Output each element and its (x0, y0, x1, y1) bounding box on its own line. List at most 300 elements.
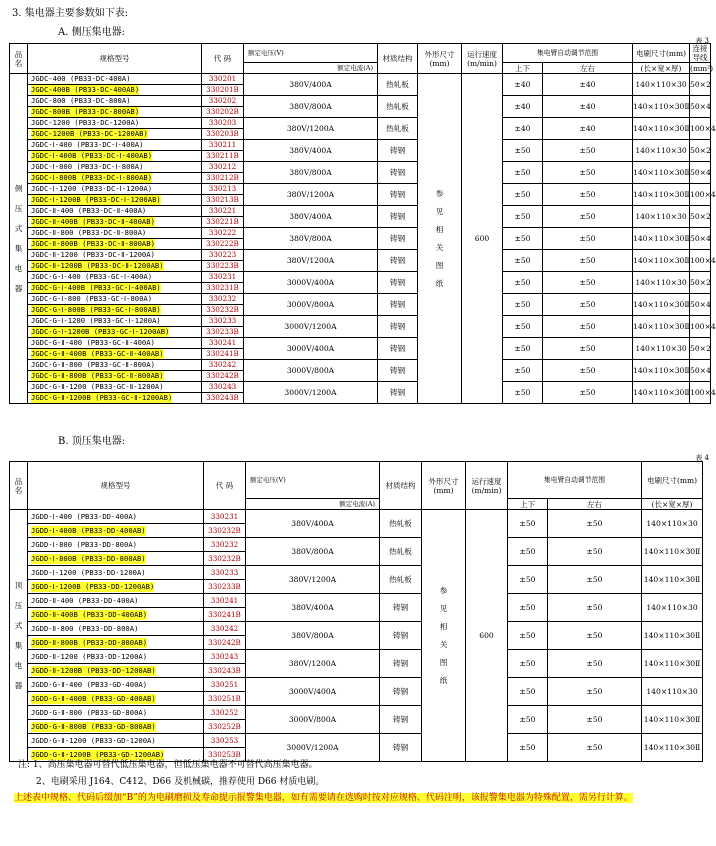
model-b-cell (28, 107, 202, 118)
material-cell: 铸钢 (378, 360, 418, 382)
section-a-title: A. 侧压集电器: (58, 27, 125, 38)
code-b-cell: 330241B (204, 608, 246, 622)
brush-cell: 140×110×30Ⅱ (642, 566, 703, 594)
wire-cell: 100×4 (690, 382, 711, 404)
brush-cell: 140×110×30Ⅱ (633, 96, 690, 118)
material-cell: 铸钢 (380, 706, 422, 734)
range-updown-cell: ±50 (503, 272, 543, 294)
model-cell: JGDC-G-Ⅰ-800 (PB33-GC-Ⅰ-800A) (28, 294, 202, 305)
model-b-cell (28, 608, 204, 622)
header-dimension-unit: (mm) (433, 485, 454, 495)
model-cell: JGDC-Ⅱ-800 (PB33-DC-Ⅱ-800A) (28, 228, 202, 239)
range-leftright-cell: ±50 (543, 272, 633, 294)
code-cell: 330211 (202, 140, 244, 151)
range-leftright-cell: ±50 (543, 250, 633, 272)
header-speed-unit: (m/min) (467, 58, 497, 68)
material-cell: 热轧板 (378, 96, 418, 118)
code-b-cell: 330212B (202, 173, 244, 184)
material-cell: 铸钢 (380, 734, 422, 762)
wire-cell: 50×2 (690, 338, 711, 360)
code-cell: 330231 (202, 272, 244, 283)
code-cell: 330231 (204, 510, 246, 524)
code-cell: 330213 (202, 184, 244, 195)
model-b-cell (28, 580, 204, 594)
code-cell: 330203 (202, 118, 244, 129)
brush-cell: 140×110×30Ⅱ (642, 538, 703, 566)
model-b-highlight: JGDD-Ⅱ-1200B (PB33-DD-1200AB) (31, 665, 156, 675)
range-updown-cell: ±50 (503, 250, 543, 272)
code-b-cell: 330202B (202, 107, 244, 118)
material-cell: 铸钢 (378, 206, 418, 228)
header-dimension-label: 外形尺寸 (428, 476, 459, 486)
model-b-cell (28, 129, 202, 140)
model-b-cell (28, 283, 202, 294)
model-b-highlight: JGDD-Ⅰ-1200B (PB33-DD-1200AB) (31, 581, 155, 591)
table-row (10, 706, 703, 720)
table-row (10, 316, 711, 327)
header-model: 规格型号 (28, 44, 202, 74)
model-b-highlight: JGDC-400B (PB33-DC-400AB) (31, 85, 140, 94)
model-cell: JGDC-1200 (PB33-DC-1200A) (28, 118, 202, 129)
voltage-current-cell: 3000V/1200A (246, 734, 380, 762)
table-row (10, 734, 703, 748)
table-row (10, 184, 711, 195)
wire-cell: 100×4 (690, 118, 711, 140)
table-row (10, 272, 711, 283)
material-cell: 铸钢 (380, 594, 422, 622)
table-row (10, 510, 703, 524)
header-name (10, 44, 28, 74)
row-name-text: 顶压式集电器 (14, 580, 23, 690)
header-speed (462, 44, 503, 74)
code-cell: 330242 (202, 360, 244, 371)
range-updown-cell: ±50 (508, 510, 548, 538)
material-cell: 热轧板 (378, 118, 418, 140)
material-cell: 铸钢 (378, 140, 418, 162)
voltage-current-cell: 380V/1200A (244, 250, 378, 272)
header-rated-current: 额定电流(A) (244, 63, 378, 74)
code-b-cell: 330242B (204, 636, 246, 650)
table-row (10, 566, 703, 580)
code-cell: 330233 (204, 566, 246, 580)
range-updown-cell: ±50 (503, 162, 543, 184)
table-row (10, 118, 711, 129)
footer-note-text: 上述表中规格、代码后缀加“B”的为电刷磨损及寿命提示报警集电器，如有需要请在选购时按对应规格、代码注明，该报警集电器为特殊配置，需另行计算。 (14, 793, 633, 803)
model-cell: JGDD-G-Ⅱ-800 (PB33-GD-800A) (28, 706, 204, 720)
note-1: 注: 1、高压集电器可替代低压集电器，但低压集电器不可替代高压集电器。 (18, 760, 318, 770)
top-pressure-collector-table (9, 461, 703, 762)
range-updown-cell: ±40 (503, 118, 543, 140)
voltage-current-cell: 380V/800A (244, 96, 378, 118)
code-cell: 330202 (202, 96, 244, 107)
model-b-cell (28, 371, 202, 382)
header-dimension (418, 44, 462, 74)
model-b-cell (28, 305, 202, 316)
model-cell: JGDD-Ⅰ-800 (PB33-DD-800A) (28, 538, 204, 552)
material-cell: 铸钢 (378, 184, 418, 206)
model-cell: JGDD-Ⅱ-800 (PB33-DD-800A) (28, 622, 204, 636)
wire-cell: 50×4 (690, 294, 711, 316)
header-dimension-unit: (mm) (429, 58, 450, 68)
code-cell: 330253 (204, 734, 246, 748)
row-name-cell (10, 510, 28, 762)
table-3-label: 表 3 (695, 37, 709, 45)
row-name-text: 侧压式集电器 (14, 183, 23, 293)
header-range-leftright: 左右 (548, 499, 642, 510)
brush-cell: 140×110×30 (633, 206, 690, 228)
model-b-highlight: JGDC-800B (PB33-DC-800AB) (31, 107, 140, 116)
code-cell: 330232 (204, 538, 246, 552)
header-brush: 电刷尺寸(mm) (642, 462, 703, 499)
material-cell: 铸钢 (378, 272, 418, 294)
wire-cell: 100×4 (690, 316, 711, 338)
voltage-current-cell: 380V/400A (246, 594, 380, 622)
brush-cell: 140×110×30Ⅱ (633, 294, 690, 316)
material-cell: 铸钢 (378, 250, 418, 272)
voltage-current-cell: 3000V/800A (244, 360, 378, 382)
range-updown-cell: ±50 (508, 650, 548, 678)
range-updown-cell: ±50 (503, 184, 543, 206)
code-cell: 330251 (204, 678, 246, 692)
speed-cell: 600 (466, 510, 508, 762)
brush-cell: 140×110×30Ⅱ (633, 250, 690, 272)
range-updown-cell: ±50 (508, 566, 548, 594)
model-cell: JGDC-Ⅰ-800 (PB33-DC-Ⅰ-800A) (28, 162, 202, 173)
header-range: 集电臂自动调节范围 (508, 462, 642, 499)
dimension-text: 参见相关图纸 (435, 188, 444, 288)
model-b-cell (28, 239, 202, 250)
range-leftright-cell: ±50 (548, 678, 642, 706)
table-row (10, 140, 711, 151)
model-cell: JGDC-Ⅱ-1200 (PB33-DC-Ⅱ-1200A) (28, 250, 202, 261)
voltage-current-cell: 3000V/1200A (244, 316, 378, 338)
wire-cell: 50×4 (690, 228, 711, 250)
header-range: 集电臂自动调节范围 (503, 44, 633, 63)
dimension-text: 参见相关图纸 (439, 585, 448, 685)
table-row (10, 228, 711, 239)
range-leftright-cell: ±50 (543, 316, 633, 338)
voltage-current-cell: 380V/1200A (246, 566, 380, 594)
header-speed-label: 运行速度 (467, 49, 497, 59)
header-model: 规格型号 (28, 462, 204, 510)
wire-cell: 50×2 (690, 206, 711, 228)
code-b-cell: 330233B (202, 327, 244, 338)
brush-cell: 140×110×30 (642, 510, 703, 538)
model-b-cell (28, 692, 204, 706)
table-row (10, 338, 711, 349)
material-cell: 热轧板 (380, 510, 422, 538)
code-b-cell: 330232B (204, 524, 246, 538)
range-leftright-cell: ±50 (548, 510, 642, 538)
material-cell: 铸钢 (378, 162, 418, 184)
code-b-cell: 330223B (202, 261, 244, 272)
model-b-cell (28, 349, 202, 360)
range-updown-cell: ±50 (508, 622, 548, 650)
brush-cell: 140×110×30 (642, 678, 703, 706)
row-name-cell (10, 74, 28, 404)
table-4-label: 表 4 (695, 454, 709, 462)
header-range-leftright: 左右 (543, 63, 633, 74)
code-cell: 330243 (204, 650, 246, 664)
model-b-cell (28, 327, 202, 338)
voltage-current-cell: 3000V/400A (246, 678, 380, 706)
material-cell: 热轧板 (380, 538, 422, 566)
range-leftright-cell: ±40 (543, 74, 633, 96)
wire-cell: 50×4 (690, 162, 711, 184)
brush-cell: 140×110×30Ⅱ (633, 162, 690, 184)
code-b-cell: 330221B (202, 217, 244, 228)
code-cell: 330233 (202, 316, 244, 327)
wire-cell: 50×2 (690, 140, 711, 162)
header-material: 材质结构 (380, 462, 422, 510)
range-leftright-cell: ±50 (543, 382, 633, 404)
brush-cell: 140×110×30Ⅱ (633, 118, 690, 140)
model-b-highlight: JGDD-G-Ⅱ-1200B (PB33-GD-1200AB) (31, 749, 165, 759)
model-cell: JGDC-G-Ⅰ-400 (PB33-GC-Ⅰ-400A) (28, 272, 202, 283)
code-cell: 330232 (202, 294, 244, 305)
brush-cell: 140×110×30Ⅱ (633, 360, 690, 382)
header-name-text: 品名 (14, 49, 23, 68)
brush-cell: 140×110×30Ⅱ (642, 706, 703, 734)
code-cell: 330241 (204, 594, 246, 608)
dimension-cell (422, 510, 466, 762)
note-2: 2、电刷采用 J164、C412、D66 及机械碳，推荐使用 D66 材质电刷。 (36, 777, 325, 787)
brush-cell: 140×110×30 (633, 140, 690, 162)
range-leftright-cell: ±50 (548, 566, 642, 594)
range-updown-cell: ±50 (503, 294, 543, 316)
header-name (10, 462, 28, 510)
range-updown-cell: ±50 (503, 206, 543, 228)
code-cell: 330242 (204, 622, 246, 636)
table-row (10, 382, 711, 393)
code-cell: 330252 (204, 706, 246, 720)
wire-cell: 50×2 (690, 272, 711, 294)
range-leftright-cell: ±50 (543, 228, 633, 250)
model-b-cell (28, 664, 204, 678)
model-cell: JGDC-G-Ⅱ-1200 (PB33-GC-Ⅱ-1200A) (28, 382, 202, 393)
model-b-cell (28, 85, 202, 96)
voltage-current-cell: 380V/1200A (244, 118, 378, 140)
model-cell: JGDD-Ⅰ-1200 (PB33-DD-1200A) (28, 566, 204, 580)
range-updown-cell: ±40 (503, 96, 543, 118)
footer-note (14, 790, 710, 807)
material-cell: 热轧板 (378, 74, 418, 96)
code-b-cell: 330232B (204, 552, 246, 566)
table-row (10, 678, 703, 692)
header-code: 代 码 (204, 462, 246, 510)
material-cell: 铸钢 (378, 316, 418, 338)
header-brush: 电刷尺寸(mm) (633, 44, 690, 63)
model-b-highlight: JGDC-1200B (PB33-DC-1200AB) (31, 129, 148, 138)
material-cell: 铸钢 (380, 650, 422, 678)
code-b-cell: 330253B (204, 748, 246, 762)
voltage-current-cell: 380V/400A (244, 206, 378, 228)
code-b-cell: 330243B (202, 393, 244, 404)
voltage-current-cell: 3000V/800A (244, 294, 378, 316)
model-b-highlight: JGDC-G-Ⅰ-400B (PB33-GC-Ⅰ-400AB) (31, 283, 161, 292)
model-cell: JGDC-G-Ⅰ-1200 (PB33-GC-Ⅰ-1200A) (28, 316, 202, 327)
table-row (10, 96, 711, 107)
model-cell: JGDC-G-Ⅱ-400 (PB33-GC-Ⅱ-400A) (28, 338, 202, 349)
model-b-highlight: JGDC-Ⅰ-1200B (PB33-DC-Ⅰ-1200AB) (31, 195, 161, 204)
table-row (10, 622, 703, 636)
model-b-highlight: JGDC-G-Ⅱ-800B (PB33-GC-Ⅱ-800AB) (31, 371, 164, 380)
voltage-current-cell: 3000V/400A (244, 338, 378, 360)
range-leftright-cell: ±40 (543, 118, 633, 140)
code-b-cell: 330231B (202, 283, 244, 294)
range-leftright-cell: ±50 (548, 622, 642, 650)
voltage-current-cell: 380V/400A (244, 140, 378, 162)
brush-cell: 140×110×30Ⅱ (633, 316, 690, 338)
range-leftright-cell: ±50 (548, 706, 642, 734)
header-wire-unit: (mm²) (690, 63, 714, 73)
model-b-highlight: JGDD-Ⅰ-800B (PB33-DD-800AB) (31, 553, 146, 563)
code-b-cell: 330242B (202, 371, 244, 382)
range-updown-cell: ±50 (508, 734, 548, 762)
code-b-cell: 330211B (202, 151, 244, 162)
table-row (10, 206, 711, 217)
range-updown-cell: ±50 (503, 338, 543, 360)
range-leftright-cell: ±50 (543, 184, 633, 206)
model-b-highlight: JGDD-Ⅱ-400B (PB33-DD-400AB) (31, 609, 148, 619)
header-material: 材质结构 (378, 44, 418, 74)
header-name-text: 品名 (14, 476, 23, 495)
model-b-highlight: JGDC-Ⅰ-800B (PB33-DC-Ⅰ-800AB) (31, 173, 153, 182)
header-speed-unit: (m/min) (471, 485, 502, 495)
brush-cell: 140×110×30Ⅱ (633, 184, 690, 206)
header-rated-voltage: 额定电压(V) (246, 462, 380, 499)
section-heading: 3. 集电器主要参数如下表: (12, 8, 129, 19)
range-updown-cell: ±50 (503, 360, 543, 382)
header-range-updown: 上下 (508, 499, 548, 510)
section-b-title: B. 顶压集电器: (58, 436, 126, 447)
code-cell: 330212 (202, 162, 244, 173)
code-b-cell: 330213B (202, 195, 244, 206)
range-leftright-cell: ±50 (548, 734, 642, 762)
range-leftright-cell: ±50 (548, 650, 642, 678)
model-cell: JGDC-Ⅰ-1200 (PB33-DC-Ⅰ-1200A) (28, 184, 202, 195)
material-cell: 铸钢 (380, 678, 422, 706)
code-b-cell: 330222B (202, 239, 244, 250)
voltage-current-cell: 380V/1200A (246, 650, 380, 678)
model-b-highlight: JGDC-G-Ⅰ-800B (PB33-GC-Ⅰ-800AB) (31, 305, 161, 314)
code-b-cell: 330252B (204, 720, 246, 734)
header-speed-label: 运行速度 (471, 476, 502, 486)
header-speed (466, 462, 508, 510)
range-leftright-cell: ±50 (543, 294, 633, 316)
model-b-highlight: JGDC-G-Ⅱ-400B (PB33-GC-Ⅱ-400AB) (31, 349, 164, 358)
material-cell: 铸钢 (378, 228, 418, 250)
header-wire: 连接导线 (690, 44, 711, 63)
code-b-cell: 330233B (204, 580, 246, 594)
header-rated-current: 额定电流(A) (246, 499, 380, 510)
model-b-highlight: JGDC-G-Ⅱ-1200B (PB33-GC-Ⅱ-1200AB) (31, 393, 173, 402)
header-brush-sub: (长×宽×厚) (633, 63, 690, 74)
model-b-highlight: JGDC-Ⅱ-800B (PB33-DC-Ⅱ-800AB) (31, 239, 155, 248)
model-cell: JGDC-Ⅰ-400 (PB33-DC-Ⅰ-400A) (28, 140, 202, 151)
range-leftright-cell: ±50 (548, 594, 642, 622)
header-range-updown: 上下 (503, 63, 543, 74)
voltage-current-cell: 380V/800A (244, 162, 378, 184)
model-cell: JGDC-800 (PB33-DC-800A) (28, 96, 202, 107)
wire-cell: 100×4 (690, 184, 711, 206)
model-b-cell (28, 195, 202, 206)
range-leftright-cell: ±50 (543, 206, 633, 228)
table-row (10, 650, 703, 664)
model-b-cell (28, 552, 204, 566)
material-cell: 热轧板 (380, 566, 422, 594)
range-leftright-cell: ±40 (543, 96, 633, 118)
model-b-highlight: JGDC-Ⅰ-400B (PB33-DC-Ⅰ-400AB) (31, 151, 153, 160)
range-updown-cell: ±50 (508, 706, 548, 734)
model-b-highlight: JGDD-Ⅰ-400B (PB33-DD-400AB) (31, 525, 146, 535)
voltage-current-cell: 380V/400A (244, 74, 378, 96)
table-row (10, 538, 703, 552)
model-b-cell (28, 524, 204, 538)
code-b-cell: 330241B (202, 349, 244, 360)
model-b-highlight: JGDD-G-Ⅱ-800B (PB33-GD-800AB) (31, 721, 156, 731)
voltage-current-cell: 3000V/1200A (244, 382, 378, 404)
model-cell: JGDD-Ⅱ-400 (PB33-DD-400A) (28, 594, 204, 608)
code-cell: 330201 (202, 74, 244, 85)
range-leftright-cell: ±50 (543, 140, 633, 162)
wire-cell: 50×4 (690, 96, 711, 118)
speed-cell: 600 (462, 74, 503, 404)
range-leftright-cell: ±50 (543, 360, 633, 382)
model-b-cell (28, 393, 202, 404)
code-b-cell: 330251B (204, 692, 246, 706)
code-b-cell: 330201B (202, 85, 244, 96)
voltage-current-cell: 380V/800A (244, 228, 378, 250)
code-cell: 330221 (202, 206, 244, 217)
model-b-highlight: JGDC-Ⅱ-1200B (PB33-DC-Ⅱ-1200AB) (31, 261, 164, 270)
voltage-current-cell: 380V/1200A (244, 184, 378, 206)
code-cell: 330243 (202, 382, 244, 393)
table-row (10, 162, 711, 173)
table-row (10, 74, 711, 85)
model-cell: JGDD-Ⅰ-400 (PB33-DD-400A) (28, 510, 204, 524)
header-dimension-label: 外形尺寸 (424, 49, 455, 59)
code-cell: 330223 (202, 250, 244, 261)
model-b-cell (28, 217, 202, 228)
model-cell: JGDD-G-Ⅱ-1200 (PB33-GD-1200A) (28, 734, 204, 748)
code-cell: 330241 (202, 338, 244, 349)
brush-cell: 140×110×30Ⅱ (642, 734, 703, 762)
table-row (10, 294, 711, 305)
model-b-highlight: JGDC-Ⅱ-400B (PB33-DC-Ⅱ-400AB) (31, 217, 155, 226)
model-cell: JGDD-G-Ⅱ-400 (PB33-GD-400A) (28, 678, 204, 692)
model-b-cell (28, 151, 202, 162)
model-b-cell (28, 261, 202, 272)
voltage-current-cell: 380V/400A (246, 510, 380, 538)
model-b-highlight: JGDC-G-Ⅰ-1200B (PB33-GC-Ⅰ-1200AB) (31, 327, 170, 336)
range-updown-cell: ±50 (508, 594, 548, 622)
model-cell: JGDD-Ⅱ-1200 (PB33-DD-1200A) (28, 650, 204, 664)
voltage-current-cell: 380V/800A (246, 538, 380, 566)
header-code: 代 码 (202, 44, 244, 74)
brush-cell: 140×110×30 (633, 74, 690, 96)
brush-cell: 140×110×30Ⅱ (642, 650, 703, 678)
header-rated-voltage: 额定电压(V) (244, 44, 378, 63)
model-b-cell (28, 720, 204, 734)
range-updown-cell: ±50 (508, 678, 548, 706)
brush-cell: 140×110×30Ⅱ (633, 228, 690, 250)
voltage-current-cell: 3000V/800A (246, 706, 380, 734)
material-cell: 铸钢 (378, 294, 418, 316)
range-updown-cell: ±50 (503, 316, 543, 338)
code-b-cell: 330203B (202, 129, 244, 140)
material-cell: 铸钢 (380, 622, 422, 650)
